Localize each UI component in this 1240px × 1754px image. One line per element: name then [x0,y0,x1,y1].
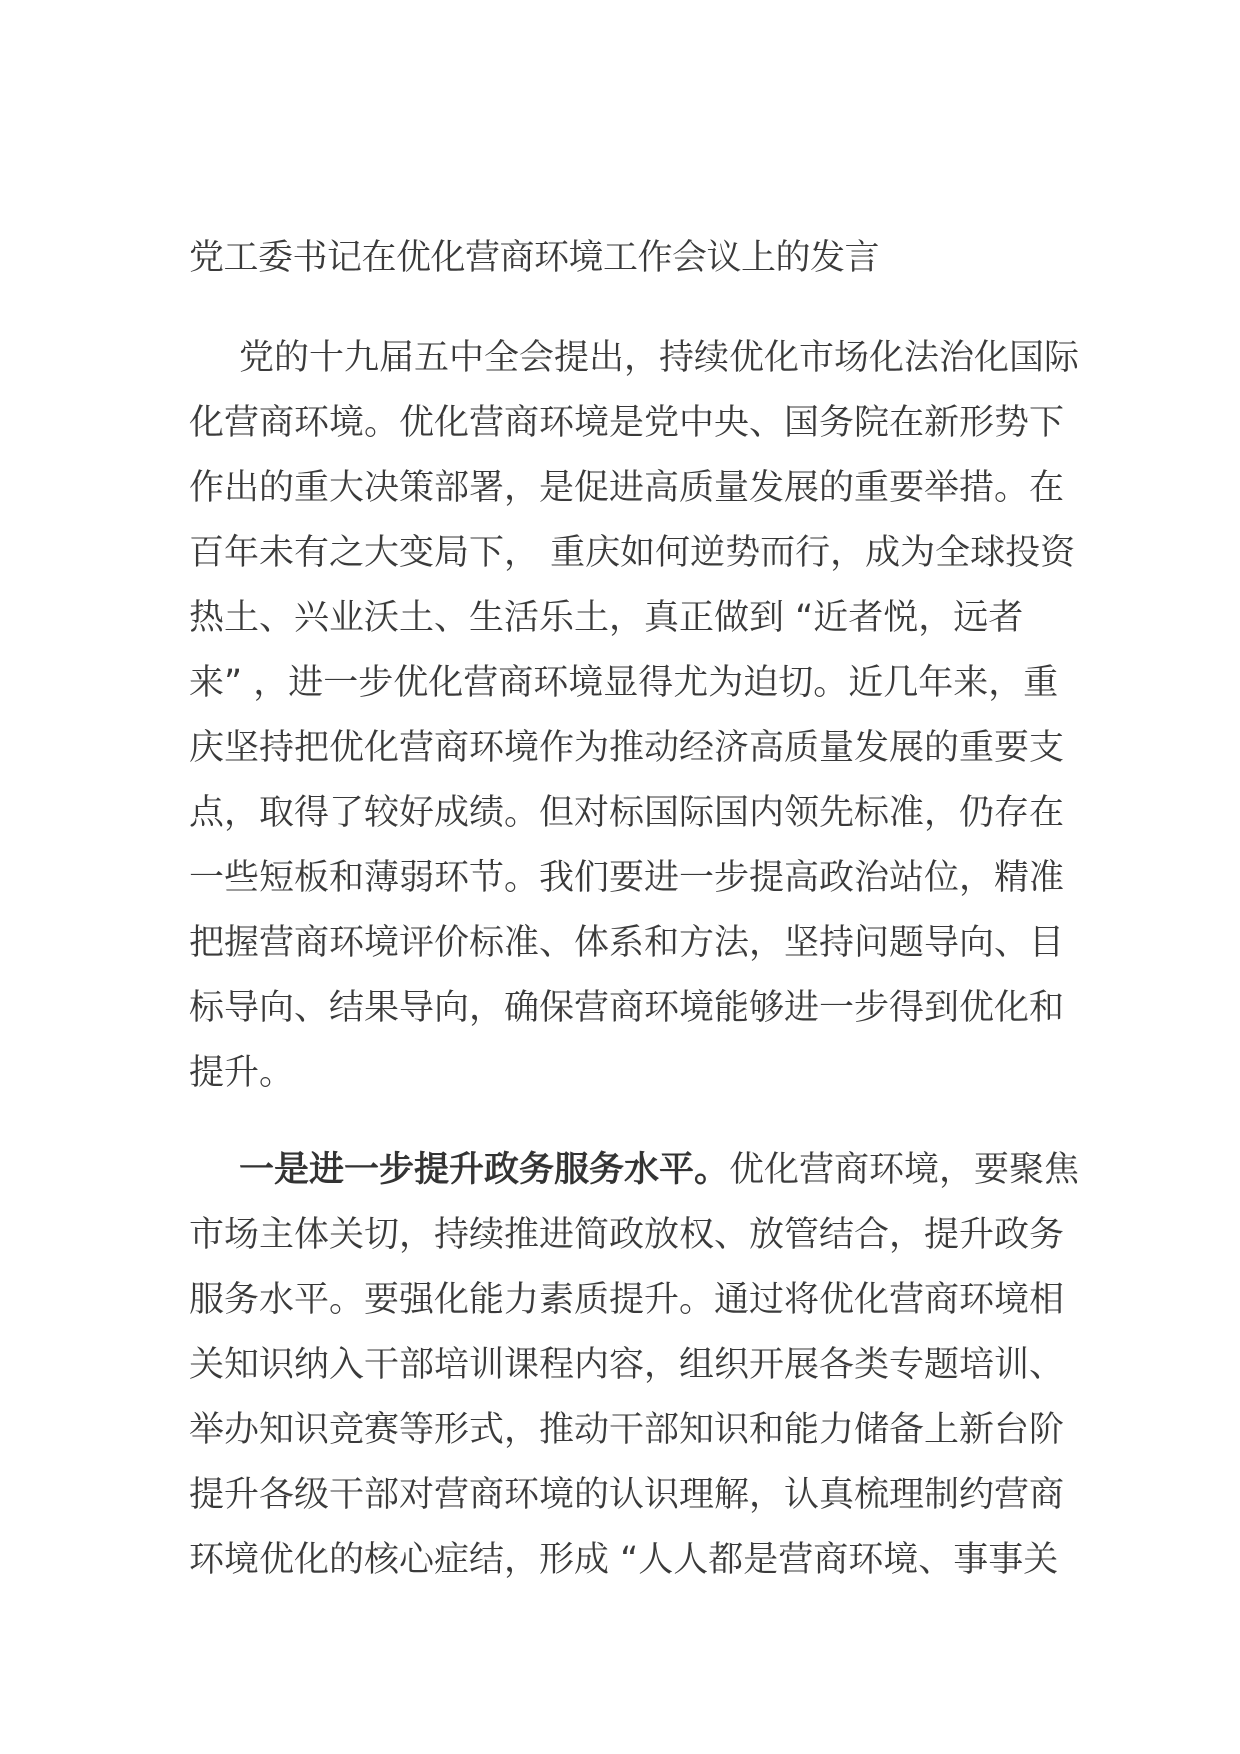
text-line: 热土、兴业沃土、生活乐土，真正做到 “近者悦，远者 [189,598,1024,638]
text-line: 标导向、结果导向，确保营商环境能够进一步得到优化和 [189,988,1065,1028]
text-line: 把握营商环境评价标准、体系和方法，坚持问题导向、目 [189,923,1065,963]
text-line: 来” ，进一步优化营商环境显得尤为迫切。近几年来，重 [189,663,1059,703]
text-line: 关知识纳入干部培训课程内容，组织开展各类专题培训、 [189,1345,1065,1385]
paragraph-intro [189,326,1080,1106]
text-fragment: 优化营商环境，要聚焦 [729,1150,1080,1190]
text-line: 点，取得了较好成绩。但对标国际国内领先标准，仍存在 [189,793,1065,833]
document-title: 党工委书记在优化营商环境工作会议上的发言 [189,238,880,278]
text-line [189,1138,1080,1203]
text-line: 党的十九届五中全会提出，持续优化市场化法治化国际 [239,338,1080,378]
text-line: 庆坚持把优化营商环境作为推动经济高质量发展的重要支 [189,728,1065,768]
text-line: 一些短板和薄弱环节。我们要进一步提高政治站位，精准 [189,858,1065,898]
text-line: 作出的重大决策部署，是促进高质量发展的重要举措。在 [189,468,1065,508]
text-line: 提升各级干部对营商环境的认识理解，认真梳理制约营商 [189,1475,1065,1515]
text-line: 举办知识竞赛等形式，推动干部知识和能力储备上新台阶 [189,1410,1065,1450]
text-line: 市场主体关切，持续推进简政放权、放管结合，提升政务 [189,1215,1065,1255]
document-page [189,226,1080,1593]
text-line: 化营商环境。优化营商环境是党中央、国务院在新形势下 [189,403,1065,443]
paragraph-point-one [189,1138,1080,1593]
text-line: 百年未有之大变局下， 重庆如何逆势而行，成为全球投资 [189,533,1076,573]
text-line: 环境优化的核心症结，形成 “人人都是营商环境、事事关 [189,1540,1059,1580]
section-lead-heading: 一是进一步提升政务服务水平。 [239,1150,730,1190]
text-line: 服务水平。要强化能力素质提升。通过将优化营商环境相 [189,1280,1065,1320]
text-line: 提升。 [189,1053,295,1093]
